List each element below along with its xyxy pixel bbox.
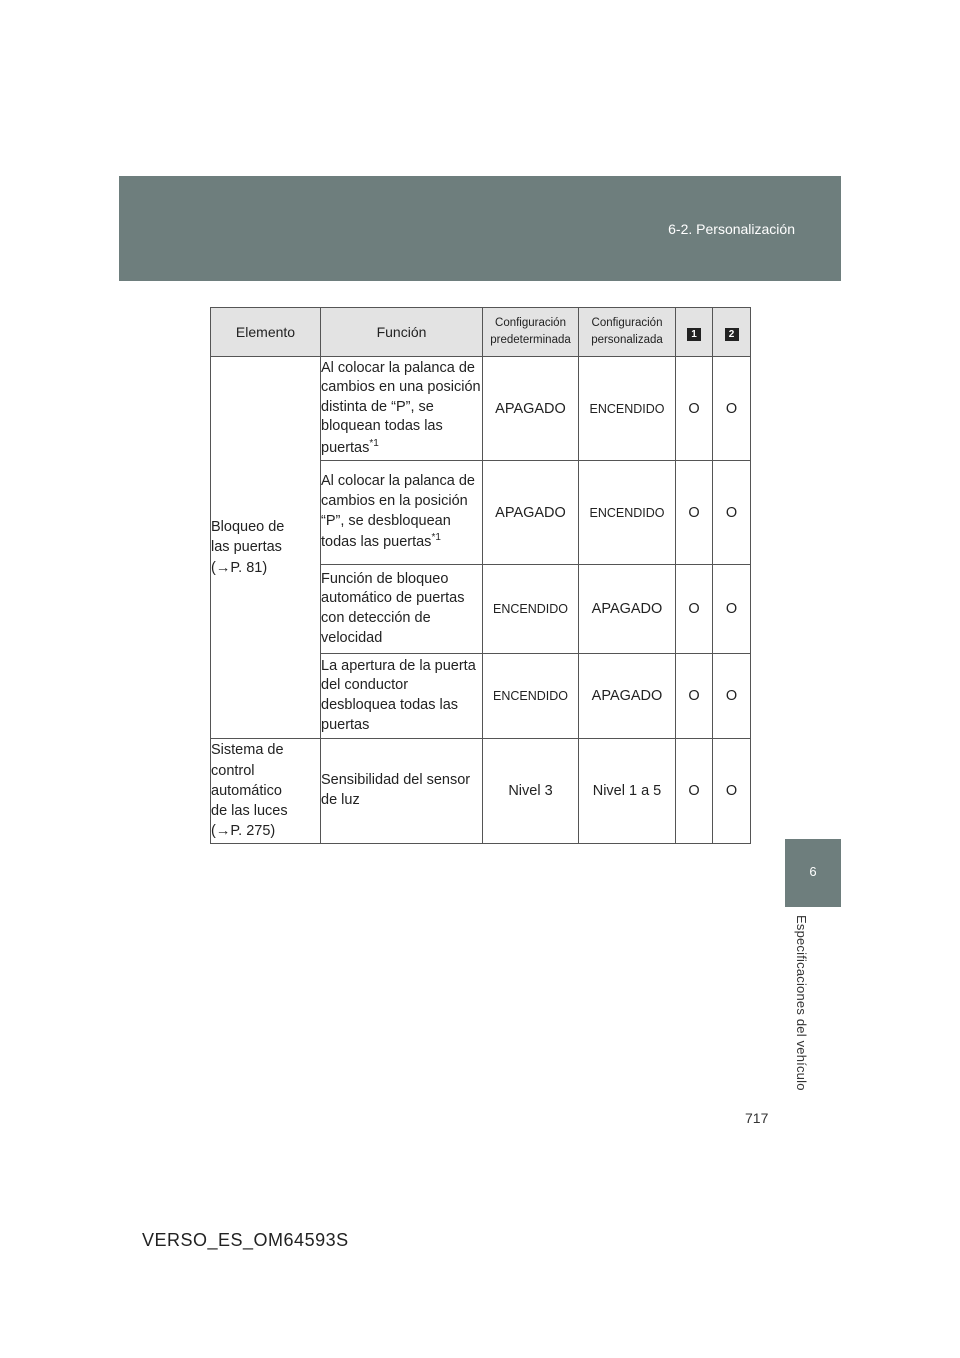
header-col-1	[676, 308, 713, 357]
default-value: APAGADO	[483, 461, 579, 565]
custom-value: APAGADO	[579, 565, 676, 654]
function-cell: Al colocar la palanca de cambios en la posición “P”, se desbloquean todas las puertas$^{*1}$	[321, 461, 483, 565]
col2-mark: O	[713, 461, 751, 565]
chapter-label: Especificaciones del vehículo	[794, 915, 809, 1091]
header-col-2	[713, 308, 751, 357]
col2-mark: O	[713, 654, 751, 739]
function-cell: Al colocar la palanca de cambios en una posición distinta de “P”, se bloquean todas las puertas$^{*1}$	[321, 357, 483, 461]
header-elemento: Elemento	[211, 308, 321, 357]
header-custom-setting: Configuración personalizada	[579, 308, 676, 357]
footnote-marker: *1	[369, 437, 379, 449]
default-value: ENCENDIDO	[483, 565, 579, 654]
footnote-marker: *1	[431, 532, 441, 544]
element-door-lock: Bloqueo de las puertas (→P. 81)	[211, 357, 321, 739]
page-number: 717	[745, 1110, 769, 1126]
function-cell: Sensibilidad del sensor de luz	[321, 739, 483, 844]
custom-value: ENCENDIDO	[579, 357, 676, 461]
chapter-tab: 6	[785, 839, 841, 907]
document-code: VERSO_ES_OM64593S	[142, 1230, 349, 1250]
header-funcion: Función	[321, 308, 483, 357]
number-2-badge: 2	[725, 328, 739, 341]
col2-mark: O	[713, 739, 751, 844]
custom-value: APAGADO	[579, 654, 676, 739]
section-title: 6-2. Personalización	[668, 221, 795, 237]
table-row	[211, 357, 751, 461]
table-header-row	[211, 308, 751, 357]
default-value: Nivel 3	[483, 739, 579, 844]
header-default-setting: Configuración predeterminada	[483, 308, 579, 357]
custom-value: Nivel 1 a 5	[579, 739, 676, 844]
default-value: APAGADO	[483, 357, 579, 461]
customization-table	[210, 307, 751, 844]
element-light-control: Sistema de control automático de las luces (→P. 275)	[211, 739, 321, 844]
col2-mark: O	[713, 565, 751, 654]
col1-mark: O	[676, 739, 713, 844]
function-cell: La apertura de la puerta del conductor desbloquea todas las puertas	[321, 654, 483, 739]
col1-mark: O	[676, 461, 713, 565]
table-row	[211, 739, 751, 844]
col1-mark: O	[676, 565, 713, 654]
col2-mark: O	[713, 357, 751, 461]
col1-mark: O	[676, 654, 713, 739]
custom-value: ENCENDIDO	[579, 461, 676, 565]
col1-mark: O	[676, 357, 713, 461]
default-value: ENCENDIDO	[483, 654, 579, 739]
function-cell: Función de bloqueo automático de puertas con detección de velocidad	[321, 565, 483, 654]
header-band	[119, 176, 841, 281]
number-1-badge: 1	[687, 328, 701, 341]
